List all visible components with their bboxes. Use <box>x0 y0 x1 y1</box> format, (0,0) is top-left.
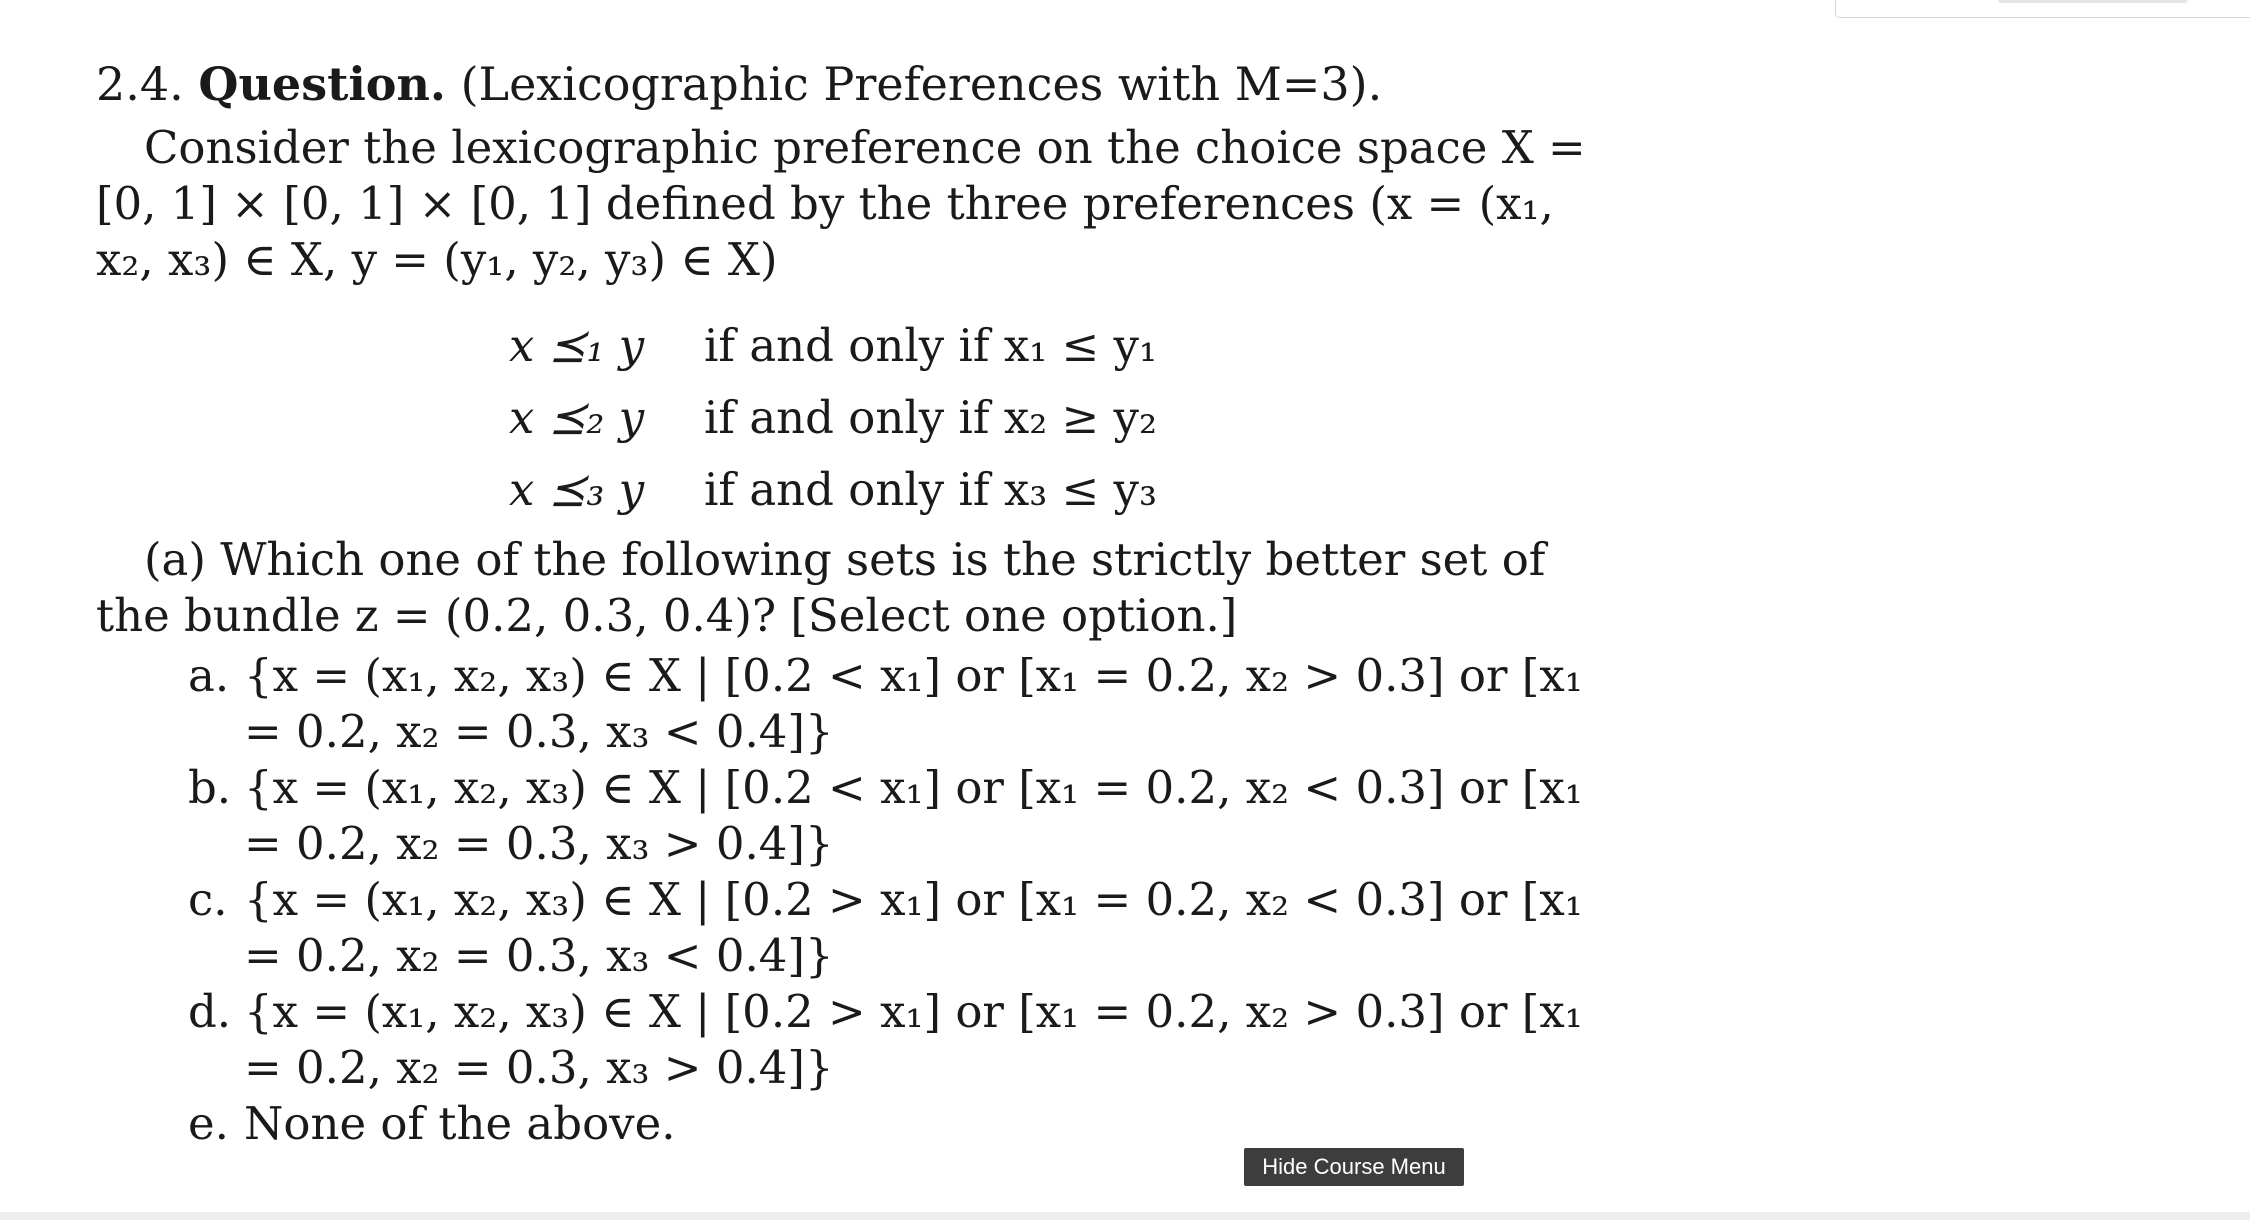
question-heading <box>96 56 1606 112</box>
option-text: {x = (x₁, x₂, x₃) ∈ X | [0.2 < x₁] or [x₁ = 0.2, x₂ > 0.3] or [x₁ = 0.2, x₂ = 0.3, x₃ < 0.4]} <box>244 649 1583 758</box>
option-letter: a. <box>188 649 230 702</box>
preference-relation: x ⪯₃ y <box>509 463 645 516</box>
question-document <box>96 56 1606 1152</box>
top-right-panel-tab <box>1998 0 2188 3</box>
question-title: (Lexicographic Preferences with M=3). <box>460 57 1383 111</box>
question-label: Question. <box>198 57 446 111</box>
option-letter: c. <box>188 873 228 926</box>
preference-row <box>509 382 1606 454</box>
part-a-prompt: (a) Which one of the following sets is the strictly better set of the bundle z = (0.2, 0.3, 0.4)? [Select one option.] <box>96 533 1546 642</box>
option-letter: e. <box>188 1097 229 1150</box>
option-text: {x = (x₁, x₂, x₃) ∈ X | [0.2 < x₁] or [x₁ = 0.2, x₂ < 0.3] or [x₁ = 0.2, x₂ = 0.3, x₃ > 0.4]} <box>244 761 1583 870</box>
question-intro: Consider the lexicographic preference on the choice space X = [0, 1] × [0, 1] × [0, 1] defined by the three preferences (x = (x₁, x₂, x₃) ∈ X, y = (y₁, y₂, y₃) ∈ X) <box>96 121 1586 286</box>
option-letter: d. <box>188 985 232 1038</box>
top-right-panel <box>1835 0 2250 18</box>
answer-options <box>188 648 1606 1152</box>
option-text: {x = (x₁, x₂, x₃) ∈ X | [0.2 > x₁] or [x₁ = 0.2, x₂ > 0.3] or [x₁ = 0.2, x₂ = 0.3, x₃ > 0.4]} <box>244 985 1583 1094</box>
preference-row <box>509 310 1606 382</box>
answer-option-e[interactable] <box>188 1096 1606 1152</box>
preference-relation: x ⪯₁ y <box>509 319 645 372</box>
preference-condition: if and only if x₂ ≥ y₂ <box>704 391 1158 444</box>
answer-option-c[interactable] <box>188 872 1606 984</box>
answer-option-d[interactable] <box>188 984 1606 1096</box>
answer-option-a[interactable] <box>188 648 1606 760</box>
question-number: 2.4. <box>96 57 184 111</box>
preference-relation: x ⪯₂ y <box>509 391 645 444</box>
preference-condition: if and only if x₃ ≤ y₃ <box>704 463 1158 516</box>
answer-option-b[interactable] <box>188 760 1606 872</box>
preference-condition: if and only if x₁ ≤ y₁ <box>704 319 1158 372</box>
option-letter: b. <box>188 761 232 814</box>
option-text: None of the above. <box>244 1097 676 1150</box>
option-text: {x = (x₁, x₂, x₃) ∈ X | [0.2 > x₁] or [x₁ = 0.2, x₂ < 0.3] or [x₁ = 0.2, x₂ = 0.3, x₃ < 0.4]} <box>244 873 1583 982</box>
hide-course-menu-tooltip: Hide Course Menu <box>1244 1148 1464 1186</box>
preference-row <box>509 454 1606 526</box>
bottom-scrollbar[interactable] <box>0 1212 2250 1220</box>
preference-definitions <box>509 310 1606 526</box>
